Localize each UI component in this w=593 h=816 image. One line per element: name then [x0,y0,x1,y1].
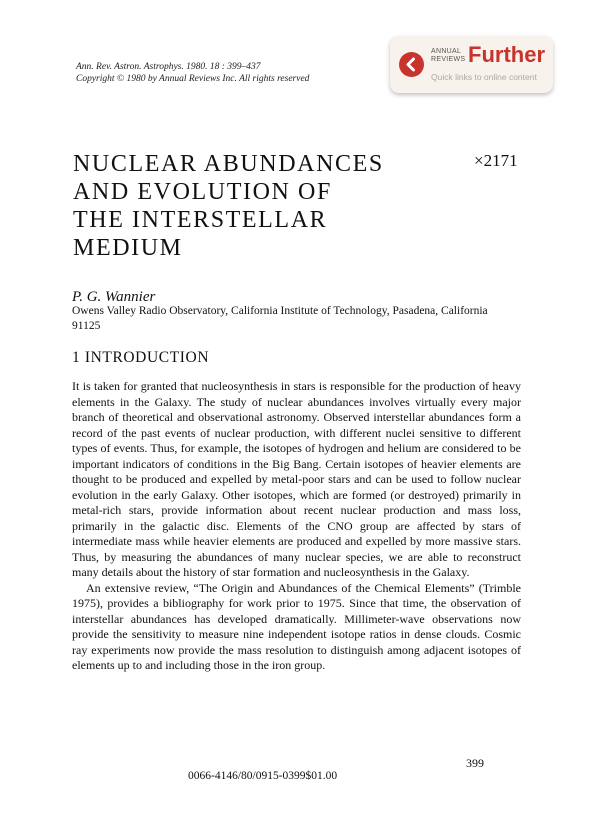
author-affiliation: Owens Valley Radio Observatory, California Institute of Technology, Pasadena, California 91125 [72,305,488,332]
title-line-3: THE INTERSTELLAR [73,207,328,233]
footer-code: 0066-4146/80/0915-0399$01.00 [188,770,338,782]
reviews-text: REVIEWS [431,56,466,63]
author-name: P. G. Wannier [72,289,156,305]
title-line-4: MEDIUM [73,235,183,261]
title-line-2: AND EVOLUTION OF [73,179,332,205]
further-badge[interactable] [390,36,553,93]
journal-citation: Ann. Rev. Astron. Astrophys. 1980. 18 : 399–437 [76,62,261,72]
annual-text: ANNUAL [431,48,462,55]
copyright-line: Copyright © 1980 by Annual Reviews Inc. All rights reserved [76,74,310,84]
paragraph: It is taken for granted that nucleosynthesis in stars is responsible for the production of heavy elements in the Galaxy. The study of nuclear abundances involves virtually every major branch of theoretical and observational astronomy. Observed interstellar abundances form a record of the past events of nuclear production, with different nuclei sensitive to different types of events. Thus, for example, the isotopes of hydrogen and helium are considered to be important indicators of conditions in the Big Bang. Certain isotopes of heavier elements are thought to be produced and expelled by metal-poor stars and can be used to follow nuclear evolution in the early Galaxy. Other isotopes, which are formed (or destroyed) primarily in metal-rich stars, provide information about recent nuclear production and mass loss, primarily in the galactic disc. Elements of the CNO group are affected by stars of intermediate mass while heavier elements are produced and expelled by more massive stars. Thus, by measuring the abundances of many nuclear species, we are able to reconstruct many details about the history of star formation and nucleosynthesis in the Galaxy. [72,379,521,579]
article-title [73,150,433,262]
section-heading: 1 INTRODUCTION [72,349,210,366]
annual-reviews-label [431,48,465,64]
quick-links-label: Quick links to online content [431,72,537,82]
article-body [72,379,521,674]
title-line-1: NUCLEAR ABUNDANCES [73,151,384,177]
paragraph: An extensive review, “The Origin and Abundances of the Chemical Elements” (Trimble 1975), provides a bibliography for work prior to 1975. Since that time, the observation of interstellar abundances has developed dramatically. Millimeter-wave observations now provide the sensitivity to measure nine independent isotope ratios in dense clouds. Cosmic ray experiments now provide the mass resolution to distinguish among adjacent isotopes of elements up to and including those in the iron group. [72,580,521,672]
page-number: 399 [466,756,484,770]
article-marker: ×2171 [474,151,518,170]
play-arrow-icon [399,52,424,77]
journal-reference [76,61,309,85]
further-label: Further [468,42,545,67]
